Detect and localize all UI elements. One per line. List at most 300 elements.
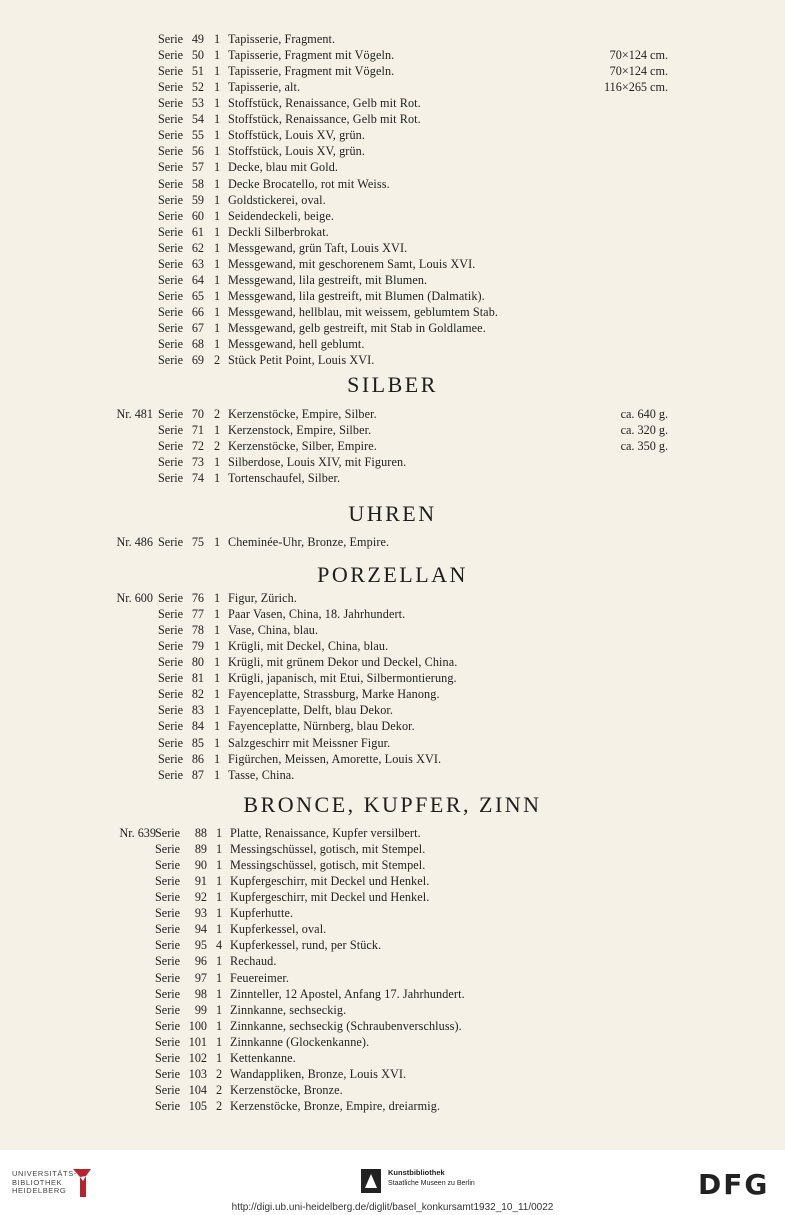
catalog-entry bbox=[0, 352, 785, 368]
entry-num: 62 bbox=[191, 240, 204, 255]
entry-desc: Zinnteller, 12 Apostel, Anfang 17. Jahrhundert. bbox=[230, 986, 465, 1001]
entry-desc: Platte, Renaissance, Kupfer versilbert. bbox=[230, 826, 421, 840]
entry-serie: Serie bbox=[155, 1034, 181, 1049]
entry-desc: Messgewand, lila gestreift, mit Blumen. bbox=[228, 272, 428, 287]
section-heading: SILBER bbox=[347, 372, 438, 397]
entry-num: 98 bbox=[194, 986, 207, 1001]
entry-num: 83 bbox=[191, 703, 204, 718]
entry-num: 53 bbox=[191, 96, 204, 111]
entry-qty: 4 bbox=[216, 938, 223, 953]
entry-serie: Serie bbox=[158, 256, 184, 271]
entry-qty: 1 bbox=[214, 591, 221, 605]
catalog-entry bbox=[0, 406, 785, 422]
catalog-entry bbox=[0, 970, 785, 986]
entry-qty: 1 bbox=[216, 954, 223, 969]
entry-qty: 1 bbox=[214, 471, 221, 485]
entry-desc: Decke Brocatello, rot mit Weiss. bbox=[228, 176, 390, 191]
entry-serie: Serie bbox=[155, 938, 181, 953]
entry-desc: Messgewand, hell geblumt. bbox=[228, 336, 365, 351]
entry-num: 76 bbox=[191, 591, 204, 605]
entry-qty: 1 bbox=[214, 535, 221, 549]
entry-serie: Serie bbox=[158, 407, 184, 421]
entry-qty: 1 bbox=[214, 240, 221, 255]
entry-desc: Stück Petit Point, Louis XVI. bbox=[228, 353, 375, 367]
entry-qty: 1 bbox=[214, 80, 221, 95]
entry-num: 58 bbox=[191, 176, 204, 191]
entry-qty: 2 bbox=[216, 1066, 223, 1081]
entry-qty: 1 bbox=[216, 922, 223, 937]
catalog-entry bbox=[0, 304, 785, 320]
entry-serie: Serie bbox=[158, 623, 184, 638]
entry-num: 103 bbox=[188, 1066, 207, 1081]
entry-qty: 1 bbox=[214, 623, 221, 638]
entry-qty: 1 bbox=[214, 455, 221, 469]
entry-qty: 1 bbox=[214, 703, 221, 718]
entry-serie: Serie bbox=[158, 32, 184, 46]
entry-qty: 1 bbox=[214, 144, 221, 159]
entry-num: 94 bbox=[194, 922, 207, 937]
entry-serie: Serie bbox=[155, 954, 181, 969]
entry-serie: Serie bbox=[155, 906, 181, 921]
entry-desc: Stoffstück, Renaissance, Gelb mit Rot. bbox=[228, 96, 421, 111]
catalog-entry bbox=[0, 986, 785, 1002]
entry-desc: Zinnkanne, sechseckig. bbox=[230, 1002, 347, 1017]
entry-num: 93 bbox=[194, 906, 207, 921]
entry-desc: Zinnkanne, sechseckig (Schraubenverschluss). bbox=[230, 1018, 462, 1033]
entry-serie: Serie bbox=[158, 471, 184, 485]
entry-desc: Zinnkanne (Glockenkanne). bbox=[230, 1034, 370, 1049]
entry-qty: 1 bbox=[214, 160, 221, 175]
entry-desc: Figürchen, Meissen, Amorette, Louis XVI. bbox=[228, 751, 442, 766]
entry-desc: Fayenceplatte, Strassburg, Marke Hanong. bbox=[228, 687, 440, 702]
catalog-entry bbox=[0, 670, 785, 686]
entry-num: 84 bbox=[191, 719, 204, 734]
catalog-entry bbox=[0, 127, 785, 143]
entry-desc: Stoffstück, Louis XV, grün. bbox=[228, 144, 365, 159]
entry-desc: Seidendeckeli, beige. bbox=[228, 208, 334, 223]
entry-qty: 1 bbox=[214, 735, 221, 750]
entry-desc: Fayenceplatte, Delft, blau Dekor. bbox=[228, 703, 394, 718]
entry-desc: Messgewand, lila gestreift, mit Blumen (Dalmatik). bbox=[228, 288, 485, 303]
entry-qty: 1 bbox=[216, 1002, 223, 1017]
catalog-entry bbox=[0, 240, 785, 256]
entry-num: 51 bbox=[191, 64, 204, 79]
entry-num: 69 bbox=[191, 353, 204, 367]
entry-desc: Messingschüssel, gotisch, mit Stempel. bbox=[230, 842, 426, 856]
university-line-2: BIBLIOTHEK bbox=[12, 1177, 63, 1187]
entry-num: 80 bbox=[191, 655, 204, 670]
entry-qty: 1 bbox=[216, 1018, 223, 1033]
entry-desc: Silberdose, Louis XIV, mit Figuren. bbox=[228, 455, 407, 469]
entry-serie: Serie bbox=[158, 160, 184, 175]
catalog-entry bbox=[0, 79, 785, 95]
entry-meas: ca. 320 g. bbox=[620, 423, 668, 437]
entry-num: 56 bbox=[191, 144, 204, 159]
entry-desc: Kerzenstöcke, Bronze, Empire, dreiarmig. bbox=[230, 1098, 441, 1113]
catalog-entry bbox=[0, 288, 785, 304]
entry-desc: Krügli, mit Deckel, China, blau. bbox=[228, 639, 389, 654]
entry-serie: Serie bbox=[158, 320, 184, 335]
catalog-entry bbox=[0, 63, 785, 79]
catalog-entry bbox=[0, 686, 785, 702]
entry-meas: 70×124 cm. bbox=[609, 64, 668, 79]
entry-serie: Serie bbox=[158, 48, 184, 62]
entry-num: 59 bbox=[191, 192, 204, 207]
kb-title: Kunstbibliothek bbox=[388, 1168, 445, 1177]
catalog-entry bbox=[0, 953, 785, 969]
catalog-entry bbox=[0, 825, 785, 841]
entry-serie: Serie bbox=[155, 826, 181, 840]
entry-desc: Tapisserie, Fragment mit Vögeln. bbox=[228, 48, 395, 62]
section-heading: UHREN bbox=[348, 501, 437, 526]
entry-num: 92 bbox=[194, 890, 207, 905]
catalog-entry bbox=[0, 873, 785, 889]
catalog-entry bbox=[0, 735, 785, 751]
entry-serie: Serie bbox=[155, 1018, 181, 1033]
entry-num: 99 bbox=[194, 1002, 207, 1017]
entry-desc: Kerzenstöcke, Silber, Empire. bbox=[228, 439, 377, 453]
entry-serie: Serie bbox=[158, 591, 184, 605]
entry-num: 78 bbox=[191, 623, 204, 638]
catalog-entry bbox=[0, 208, 785, 224]
catalog-entry bbox=[0, 95, 785, 111]
entry-qty: 1 bbox=[214, 288, 221, 303]
entry-nr: Nr. 639 bbox=[119, 826, 156, 840]
entry-num: 85 bbox=[191, 735, 204, 750]
entry-serie: Serie bbox=[158, 639, 184, 654]
entry-qty: 1 bbox=[214, 32, 221, 46]
entry-desc: Stoffstück, Louis XV, grün. bbox=[228, 128, 365, 143]
entry-desc: Goldstickerei, oval. bbox=[228, 192, 326, 207]
entry-num: 73 bbox=[191, 455, 204, 469]
entry-num: 71 bbox=[191, 423, 204, 437]
entry-serie: Serie bbox=[155, 986, 181, 1001]
catalog-entry bbox=[0, 1082, 785, 1098]
entry-qty: 1 bbox=[216, 986, 223, 1001]
catalog-entry bbox=[0, 702, 785, 718]
entry-desc: Fayenceplatte, Nürnberg, blau Dekor. bbox=[228, 719, 415, 734]
entry-serie: Serie bbox=[158, 96, 184, 111]
catalog-entry bbox=[0, 1018, 785, 1034]
entry-qty: 1 bbox=[214, 751, 221, 766]
entry-qty: 1 bbox=[214, 208, 221, 223]
catalog-entry bbox=[0, 176, 785, 192]
entry-qty: 1 bbox=[214, 320, 221, 335]
entry-desc: Tasse, China. bbox=[228, 767, 295, 782]
entry-num: 88 bbox=[194, 826, 207, 840]
entry-num: 68 bbox=[191, 336, 204, 351]
entry-num: 67 bbox=[191, 320, 204, 335]
entry-num: 52 bbox=[191, 80, 204, 95]
catalog-entry bbox=[0, 159, 785, 175]
entry-desc: Messgewand, grün Taft, Louis XVI. bbox=[228, 240, 408, 255]
catalog-entry bbox=[0, 1098, 785, 1114]
entry-qty: 1 bbox=[214, 192, 221, 207]
entry-qty: 1 bbox=[214, 272, 221, 287]
entry-desc: Tapisserie, Fragment mit Vögeln. bbox=[228, 64, 395, 79]
entry-qty: 1 bbox=[214, 128, 221, 143]
entry-desc: Kerzenstöcke, Bronze. bbox=[230, 1082, 343, 1097]
entry-num: 89 bbox=[194, 842, 207, 856]
entry-desc: Kerzenstöcke, Empire, Silber. bbox=[228, 407, 377, 421]
permalink-url[interactable]: http://digi.ub.uni-heidelberg.de/diglit/basel_konkursamt1932_10_11/0022 bbox=[231, 1202, 554, 1213]
entry-num: 87 bbox=[191, 767, 204, 782]
entry-qty: 1 bbox=[214, 224, 221, 239]
entry-serie: Serie bbox=[158, 240, 184, 255]
catalog-entry bbox=[0, 622, 785, 638]
catalog-entry bbox=[0, 767, 785, 783]
entry-num: 81 bbox=[191, 671, 204, 686]
entry-desc: Kupfergeschirr, mit Deckel und Henkel. bbox=[230, 874, 430, 889]
entry-qty: 1 bbox=[214, 112, 221, 127]
entry-qty: 1 bbox=[214, 336, 221, 351]
entry-serie: Serie bbox=[155, 1098, 181, 1113]
entry-qty: 1 bbox=[216, 858, 223, 873]
university-logo-icon[interactable] bbox=[70, 1167, 94, 1199]
catalog-entry bbox=[0, 889, 785, 905]
catalog-entry bbox=[0, 937, 785, 953]
kunstbibliothek-label[interactable] bbox=[388, 1168, 475, 1189]
entry-desc: Figur, Zürich. bbox=[228, 591, 297, 605]
entry-desc: Kupferkessel, oval. bbox=[230, 922, 327, 937]
entry-meas: ca. 350 g. bbox=[620, 439, 668, 453]
entry-qty: 1 bbox=[216, 890, 223, 905]
entry-qty: 2 bbox=[214, 439, 221, 453]
entry-qty: 1 bbox=[216, 874, 223, 889]
catalog-entry bbox=[0, 857, 785, 873]
catalog-entry bbox=[0, 143, 785, 159]
entry-qty: 2 bbox=[216, 1098, 223, 1113]
entry-serie: Serie bbox=[158, 735, 184, 750]
entry-qty: 1 bbox=[214, 423, 221, 437]
catalog-entry bbox=[0, 336, 785, 352]
entry-serie: Serie bbox=[158, 535, 184, 549]
entry-num: 95 bbox=[194, 938, 207, 953]
entry-serie: Serie bbox=[158, 703, 184, 718]
entry-serie: Serie bbox=[158, 671, 184, 686]
entry-qty: 1 bbox=[216, 1034, 223, 1049]
catalog-entry bbox=[0, 638, 785, 654]
entry-num: 61 bbox=[191, 224, 204, 239]
catalog-entry bbox=[0, 192, 785, 208]
entry-num: 104 bbox=[188, 1082, 207, 1097]
entry-num: 55 bbox=[191, 128, 204, 143]
catalog-entry bbox=[0, 422, 785, 438]
entry-num: 86 bbox=[191, 751, 204, 766]
entry-meas: 70×124 cm. bbox=[609, 48, 668, 62]
entry-num: 97 bbox=[194, 970, 207, 985]
entry-qty: 2 bbox=[214, 353, 221, 367]
catalog-entry bbox=[0, 534, 785, 550]
university-line-1: UNIVERSITÄTS- bbox=[12, 1169, 77, 1178]
entry-num: 70 bbox=[191, 407, 204, 421]
entry-qty: 1 bbox=[216, 826, 223, 840]
entry-num: 65 bbox=[191, 288, 204, 303]
section-heading: BRONCE, KUPFER, ZINN bbox=[243, 792, 542, 817]
catalog-entry bbox=[0, 606, 785, 622]
entry-serie: Serie bbox=[155, 922, 181, 937]
catalog-entry bbox=[0, 841, 785, 857]
entry-nr: Nr. 486 bbox=[116, 535, 153, 549]
entry-desc: Krügli, japanisch, mit Etui, Silbermontierung. bbox=[228, 671, 457, 686]
catalog-entry bbox=[0, 654, 785, 670]
entry-serie: Serie bbox=[155, 874, 181, 889]
entry-qty: 1 bbox=[216, 1050, 223, 1065]
entry-serie: Serie bbox=[158, 128, 184, 143]
entry-serie: Serie bbox=[155, 970, 181, 985]
entry-desc: Messgewand, mit geschorenem Samt, Louis XVI. bbox=[228, 256, 476, 271]
entry-serie: Serie bbox=[155, 858, 181, 873]
entry-num: 64 bbox=[191, 272, 204, 287]
entry-qty: 1 bbox=[214, 687, 221, 702]
entry-desc: Kupferhutte. bbox=[230, 906, 294, 921]
entry-serie: Serie bbox=[158, 176, 184, 191]
entry-qty: 2 bbox=[214, 407, 221, 421]
footer-bar bbox=[0, 1150, 785, 1215]
entry-desc: Kupferkessel, rund, per Stück. bbox=[230, 938, 382, 953]
entry-qty: 1 bbox=[216, 906, 223, 921]
entry-qty: 1 bbox=[214, 607, 221, 621]
entry-num: 102 bbox=[188, 1050, 207, 1065]
entry-qty: 1 bbox=[214, 48, 221, 62]
entry-num: 72 bbox=[191, 439, 204, 453]
entry-desc: Krügli, mit grünem Dekor und Deckel, China. bbox=[228, 655, 458, 670]
entry-desc: Kettenkanne. bbox=[230, 1050, 296, 1065]
entry-desc: Salzgeschirr mit Meissner Figur. bbox=[228, 735, 391, 750]
entry-serie: Serie bbox=[158, 751, 184, 766]
entry-qty: 2 bbox=[216, 1082, 223, 1097]
catalog-entry bbox=[0, 272, 785, 288]
entry-serie: Serie bbox=[158, 192, 184, 207]
entry-desc: Deckli Silberbrokat. bbox=[228, 224, 329, 239]
entry-desc: Messgewand, hellblau, mit weissem, geblumtem Stab. bbox=[228, 304, 499, 319]
entry-num: 82 bbox=[191, 687, 204, 702]
entry-serie: Serie bbox=[155, 1050, 181, 1065]
entry-serie: Serie bbox=[155, 1066, 181, 1081]
entry-serie: Serie bbox=[158, 353, 184, 367]
entry-serie: Serie bbox=[158, 655, 184, 670]
entry-desc: Kerzenstock, Empire, Silber. bbox=[228, 423, 372, 437]
entry-num: 77 bbox=[191, 607, 204, 621]
entry-num: 49 bbox=[191, 32, 204, 46]
entry-desc: Tapisserie, Fragment. bbox=[228, 32, 336, 46]
catalog-entry bbox=[0, 1002, 785, 1018]
catalog-entry bbox=[0, 111, 785, 127]
catalog-entry bbox=[0, 590, 785, 606]
catalog-entry bbox=[0, 438, 785, 454]
entry-num: 57 bbox=[191, 160, 204, 175]
entry-serie: Serie bbox=[158, 719, 184, 734]
catalog-entry bbox=[0, 905, 785, 921]
entry-qty: 1 bbox=[214, 256, 221, 271]
entry-desc: Kupfergeschirr, mit Deckel und Henkel. bbox=[230, 890, 430, 905]
entry-qty: 1 bbox=[214, 64, 221, 79]
entry-qty: 1 bbox=[214, 176, 221, 191]
entry-qty: 1 bbox=[214, 671, 221, 686]
catalog-entry bbox=[0, 1034, 785, 1050]
entry-num: 60 bbox=[191, 208, 204, 223]
entry-num: 63 bbox=[191, 256, 204, 271]
entry-serie: Serie bbox=[155, 842, 181, 856]
entry-desc: Wandappliken, Bronze, Louis XVI. bbox=[230, 1066, 407, 1081]
entry-num: 50 bbox=[191, 48, 204, 62]
catalog-entry bbox=[0, 320, 785, 336]
entry-serie: Serie bbox=[158, 64, 184, 79]
catalog-entry bbox=[0, 454, 785, 470]
catalog-entry bbox=[0, 31, 785, 47]
entry-desc: Rechaud. bbox=[230, 954, 277, 969]
entry-num: 96 bbox=[194, 954, 207, 969]
entry-serie: Serie bbox=[158, 336, 184, 351]
entry-num: 54 bbox=[191, 112, 204, 127]
entry-serie: Serie bbox=[158, 423, 184, 437]
entry-num: 66 bbox=[191, 304, 204, 319]
entry-num: 91 bbox=[194, 874, 207, 889]
entry-serie: Serie bbox=[155, 1002, 181, 1017]
entry-serie: Serie bbox=[158, 208, 184, 223]
catalog-entry bbox=[0, 1050, 785, 1066]
entry-serie: Serie bbox=[158, 767, 184, 782]
entry-qty: 1 bbox=[214, 719, 221, 734]
entry-desc: Stoffstück, Renaissance, Gelb mit Rot. bbox=[228, 112, 421, 127]
entry-desc: Vase, China, blau. bbox=[228, 623, 319, 638]
catalog-entry bbox=[0, 921, 785, 937]
entry-serie: Serie bbox=[158, 272, 184, 287]
catalog-entry bbox=[0, 751, 785, 767]
entry-qty: 1 bbox=[214, 639, 221, 654]
entry-num: 74 bbox=[191, 471, 204, 485]
catalog-entry bbox=[0, 1066, 785, 1082]
entry-desc: Tortenschaufel, Silber. bbox=[228, 471, 341, 485]
entry-meas: 116×265 cm. bbox=[604, 80, 668, 95]
entry-num: 90 bbox=[194, 858, 207, 873]
entry-nr: Nr. 481 bbox=[116, 407, 153, 421]
catalog-entry bbox=[0, 718, 785, 734]
entry-serie: Serie bbox=[158, 687, 184, 702]
entry-serie: Serie bbox=[158, 224, 184, 239]
entry-meas: ca. 640 g. bbox=[620, 407, 668, 421]
entry-desc: Feuereimer. bbox=[230, 970, 289, 985]
entry-serie: Serie bbox=[158, 455, 184, 469]
entry-serie: Serie bbox=[158, 288, 184, 303]
section-heading: PORZELLAN bbox=[317, 562, 468, 587]
entry-desc: Paar Vasen, China, 18. Jahrhundert. bbox=[228, 607, 406, 621]
university-line-3: HEIDELBERG bbox=[12, 1186, 67, 1195]
university-library-label[interactable] bbox=[12, 1170, 77, 1196]
entry-num: 79 bbox=[191, 639, 204, 654]
entry-desc: Tapisserie, alt. bbox=[228, 80, 301, 95]
entry-qty: 1 bbox=[214, 767, 221, 782]
entry-serie: Serie bbox=[155, 1082, 181, 1097]
catalog-entry bbox=[0, 224, 785, 240]
kunstbibliothek-logo-icon[interactable] bbox=[360, 1168, 382, 1194]
entry-qty: 1 bbox=[214, 96, 221, 111]
entry-serie: Serie bbox=[158, 304, 184, 319]
dfg-logo[interactable]: DFG bbox=[698, 1168, 770, 1201]
catalog-entry bbox=[0, 47, 785, 63]
entry-serie: Serie bbox=[158, 439, 184, 453]
kb-subtitle: Staatliche Museen zu Berlin bbox=[388, 1180, 475, 1187]
entry-serie: Serie bbox=[158, 80, 184, 95]
entry-num: 75 bbox=[191, 535, 204, 549]
entry-num: 100 bbox=[188, 1018, 207, 1033]
entry-num: 105 bbox=[188, 1098, 207, 1113]
entry-desc: Messingschüssel, gotisch, mit Stempel. bbox=[230, 858, 426, 873]
entry-qty: 1 bbox=[214, 655, 221, 670]
entry-qty: 1 bbox=[216, 842, 223, 856]
catalog-entry bbox=[0, 256, 785, 272]
entry-serie: Serie bbox=[158, 144, 184, 159]
